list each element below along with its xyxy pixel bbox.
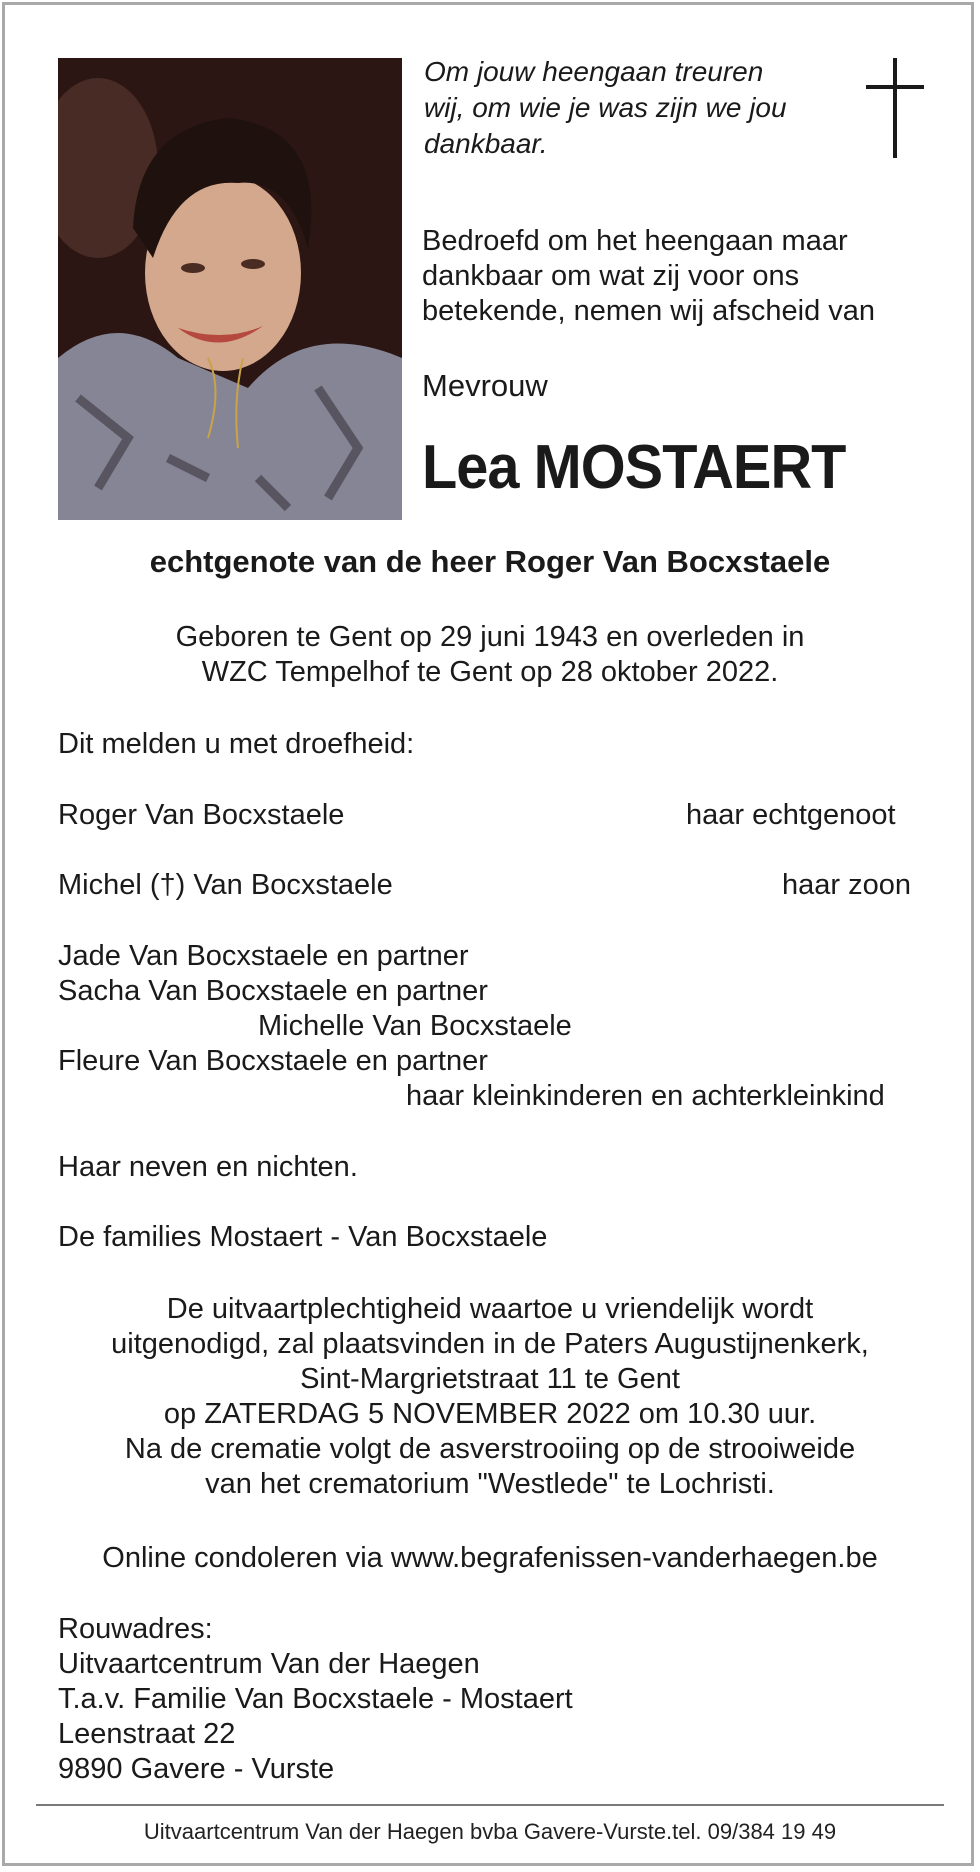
announce-text: Dit melden u met droefheid: [58, 728, 415, 760]
son-role: haar zoon [782, 869, 911, 901]
birth-death-line: Geboren te Gent op 29 juni 1943 en overleden in [175, 621, 805, 653]
grandchild-2: Sacha Van Bocxstaele en partner [58, 975, 488, 1007]
great-grandchild: Michelle Van Bocxstaele [258, 1010, 572, 1042]
son-name: Michel (†) Van Bocxstaele [58, 869, 393, 901]
salutation: Mevrouw [422, 368, 548, 403]
ceremony-line: op ZATERDAG 5 NOVEMBER 2022 om 10.30 uur. [163, 1398, 817, 1430]
intro-line: Bedroefd om het heengaan maar [422, 225, 848, 257]
cousins-line: Haar neven en nichten. [58, 1151, 358, 1183]
portrait-photo [58, 58, 402, 520]
intro-line: betekende, nemen wij afscheid van [422, 295, 876, 327]
ceremony-line: uitgenodigd, zal plaatsvinden in de Paters Augustijnenkerk, [111, 1328, 869, 1360]
grandchild-3: Fleure Van Bocxstaele en partner [58, 1045, 488, 1077]
intro-text [422, 224, 875, 329]
ceremony-text [0, 1292, 980, 1502]
latin-cross-icon [866, 58, 924, 158]
ceremony-line: Sint-Margrietstraat 11 te Gent [300, 1363, 680, 1395]
address-line: Rouwadres: [58, 1613, 213, 1645]
husband-name: Roger Van Bocxstaele [58, 799, 345, 831]
deceased-name: Lea MOSTAERT [422, 433, 846, 502]
address-line: Leenstraat 22 [58, 1718, 236, 1750]
grandchildren-role: haar kleinkinderen en achterkleinkind [406, 1080, 885, 1112]
address-line: 9890 Gavere - Vurste [58, 1753, 335, 1785]
mourning-address [58, 1612, 573, 1787]
birth-death-text [0, 620, 980, 690]
families-line: De families Mostaert - Van Bocxstaele [58, 1221, 548, 1253]
quote-line: Om jouw heengaan treuren [424, 56, 764, 87]
footer-text: Uitvaartcentrum Van der Haegen bvba Gavere-Vurste.tel. 09/384 19 49 [143, 1819, 837, 1844]
ceremony-line: van het crematorium "Westlede" te Lochristi. [205, 1468, 775, 1500]
ceremony-line: De uitvaartplechtigheid waartoe u vriendelijk wordt [166, 1293, 814, 1325]
memorial-quote [424, 54, 787, 162]
ceremony-line: Na de crematie volgt de asverstrooiing op de strooiweide [124, 1433, 856, 1465]
online-condolence: Online condoleren via www.begrafenissen-vanderhaegen.be [102, 1542, 878, 1574]
address-line: Uitvaartcentrum Van der Haegen [58, 1648, 480, 1680]
husband-role: haar echtgenoot [686, 799, 896, 831]
spouse-line: echtgenote van de heer Roger Van Bocxstaele [149, 544, 831, 579]
grandchild-1: Jade Van Bocxstaele en partner [58, 940, 469, 972]
footer-divider [36, 1804, 944, 1806]
address-line: T.a.v. Familie Van Bocxstaele - Mostaert [58, 1683, 573, 1715]
intro-line: dankbaar om wat zij voor ons [422, 260, 800, 292]
quote-line: dankbaar. [424, 128, 548, 159]
birth-death-line: WZC Tempelhof te Gent op 28 oktober 2022. [201, 656, 779, 688]
quote-line: wij, om wie je was zijn we jou [424, 92, 787, 123]
